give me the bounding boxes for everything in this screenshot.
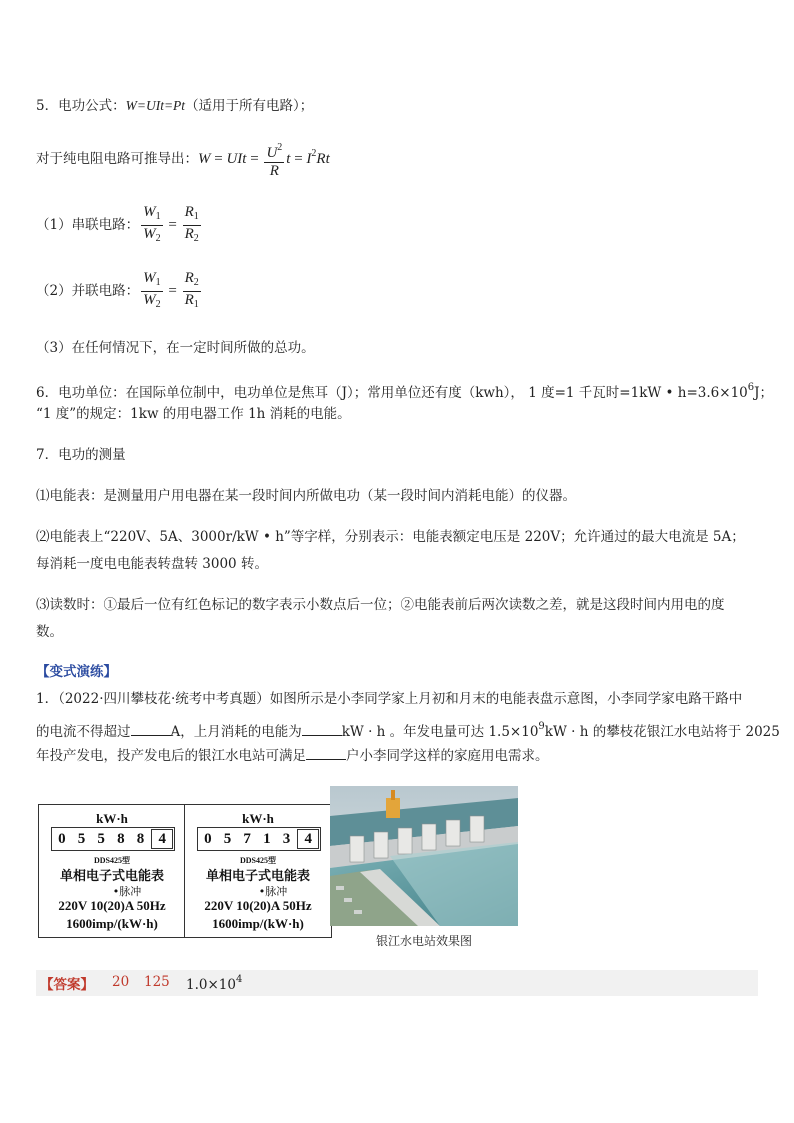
answer-tag: 【答案】 (40, 977, 94, 993)
item6-line2: “1 度”的规定：1kw 的用电器工作 1h 消耗的电能。 (36, 406, 351, 422)
q-text-a: 的电流不得超过 (36, 724, 131, 740)
q-text-b: A，上月消耗的电能为 (170, 724, 302, 740)
meter-start-of-month (38, 804, 186, 938)
derive-text: 对于纯电阻电路可推导出： (36, 151, 198, 167)
meter-model: DDS425型 (239, 856, 276, 865)
item5-suffix: （适用于所有电路）； (185, 98, 314, 114)
parallel-circuit-ratio (36, 270, 203, 312)
item6-exp: 6 (747, 382, 755, 393)
meter-name: 单相电子式电能表 (205, 869, 310, 884)
item7-title: 7．电功的测量 (36, 447, 126, 463)
total-work-line: （3）在任何情况下，在一定时间所做的总功。 (36, 340, 315, 356)
answer-value-3 (186, 974, 242, 993)
item6-line1-end: J； (754, 385, 774, 401)
meter-pulse: •脉冲 (112, 885, 142, 898)
meter-digits (197, 827, 321, 851)
question-line-2 (36, 717, 780, 742)
item7-p3a: ⑶读数时：①最后一位有红色标记的数字表示小数点后一位；②电能表前后两次读数之差，就是这段时间内用电的度 (36, 597, 725, 613)
series-circuit-ratio (36, 204, 203, 246)
meter-digit: 0 (204, 831, 212, 847)
meter-digit: 7 (243, 831, 251, 847)
answer-blank-3[interactable] (306, 745, 346, 760)
item6-line1-text: 6．电功单位：在国际单位制中，电功单位是焦耳（J）；常用单位还有度（kwh）， 1 度=1 千瓦时=1kW • h=3.6×10 (36, 385, 748, 401)
meter-unit: kW·h (96, 811, 128, 826)
meter-pulse: •脉冲 (258, 885, 288, 898)
meter-digit: 8 (117, 831, 125, 847)
meter-model: DDS425型 (93, 856, 130, 865)
answer-value-3-base: 1.0×10 (186, 977, 236, 993)
q-text-e: 年投产发电，投产发电后的银江水电站可满足 (36, 748, 306, 764)
meter-digit: 8 (136, 831, 145, 847)
meter-decimal-digit: 4 (297, 829, 319, 849)
item7-p3b: 数。 (36, 624, 63, 640)
meter-imp: 1600imp/(kW·h) (212, 916, 304, 931)
item5-formula: W=UIt=Pt (125, 98, 186, 113)
meter-digit: 5 (223, 831, 232, 847)
derive-formula: W = UIt = $\frac{U^2}{R}$ $t = I^2Rt$ (198, 139, 330, 180)
q-exp: 9 (538, 721, 545, 732)
meter-imp: 1600imp/(kW·h) (66, 916, 158, 931)
meter-name: 单相电子式电能表 (59, 869, 164, 884)
answer-blank-2[interactable] (302, 721, 342, 736)
meter-digit: 5 (97, 831, 105, 847)
item7-p2b: 每消耗一度电电能表转盘转 3000 转。 (36, 556, 268, 572)
photo-caption: 银江水电站效果图 (375, 934, 472, 948)
series-formula: $\frac{W_1}{W_2}$ = $\frac{R_1}{R_2}$ (143, 203, 199, 244)
item5-line (36, 96, 313, 116)
parallel-label: （2）并联电路： (36, 283, 140, 299)
meter-decimal-digit: 4 (151, 829, 173, 849)
meter-spec: 220V 10(20)A 50Hz (58, 898, 166, 913)
meter-digit: 3 (282, 831, 291, 847)
answer-value-2: 125 (144, 974, 170, 990)
q-text-d: kW · h 的攀枝花银江水电站将于 2025 (544, 724, 780, 740)
exercise-tag: 【变式演练】 (36, 664, 117, 680)
meter-digit: 5 (77, 831, 86, 847)
meter-digits (51, 827, 175, 851)
q-text-f: 户小李同学这样的家庭用电需求。 (346, 748, 549, 764)
item7-p1: ⑴电能表：是测量用户用电器在某一段时间内所做电功（某一段时间内消耗电能）的仪器。 (36, 488, 576, 504)
meter-unit: kW·h (242, 811, 274, 826)
series-label: （1）串联电路： (36, 217, 140, 233)
meter-end-of-month (184, 804, 332, 938)
answer-value-1: 20 (112, 974, 130, 990)
answer-blank-1[interactable] (131, 721, 171, 736)
answer-bar (36, 970, 758, 996)
pure-resistor-derivation (36, 138, 330, 180)
hydropower-station-image (330, 786, 518, 926)
meter-spec: 220V 10(20)A 50Hz (204, 898, 312, 913)
item6-line1 (36, 378, 773, 403)
parallel-formula: $\frac{W_1}{W_2}$ = $\frac{R_2}{R_1}$ (143, 269, 199, 310)
item7-p2a: ⑵电能表上“220V、5A、3000r/kW • h”等字样，分别表示：电能表额定电压是 220V；允许通过的最大电流是 5A； (36, 529, 745, 545)
meter-digit: 1 (263, 831, 271, 847)
q-text-c: kW · h 。年发电量可达 1.5×10 (341, 724, 539, 740)
question-line-3 (36, 745, 549, 766)
answer-value-3-exp: 4 (235, 974, 243, 985)
meter-digit: 0 (58, 831, 66, 847)
question-line-1: 1．（2022·四川攀枝花·统考中考真题）如图所示是小李同学家上月初和月末的电能表盘示意图，小李同学家电路干路中 (36, 691, 743, 707)
item5-prefix: 5．电功公式： (36, 98, 126, 114)
